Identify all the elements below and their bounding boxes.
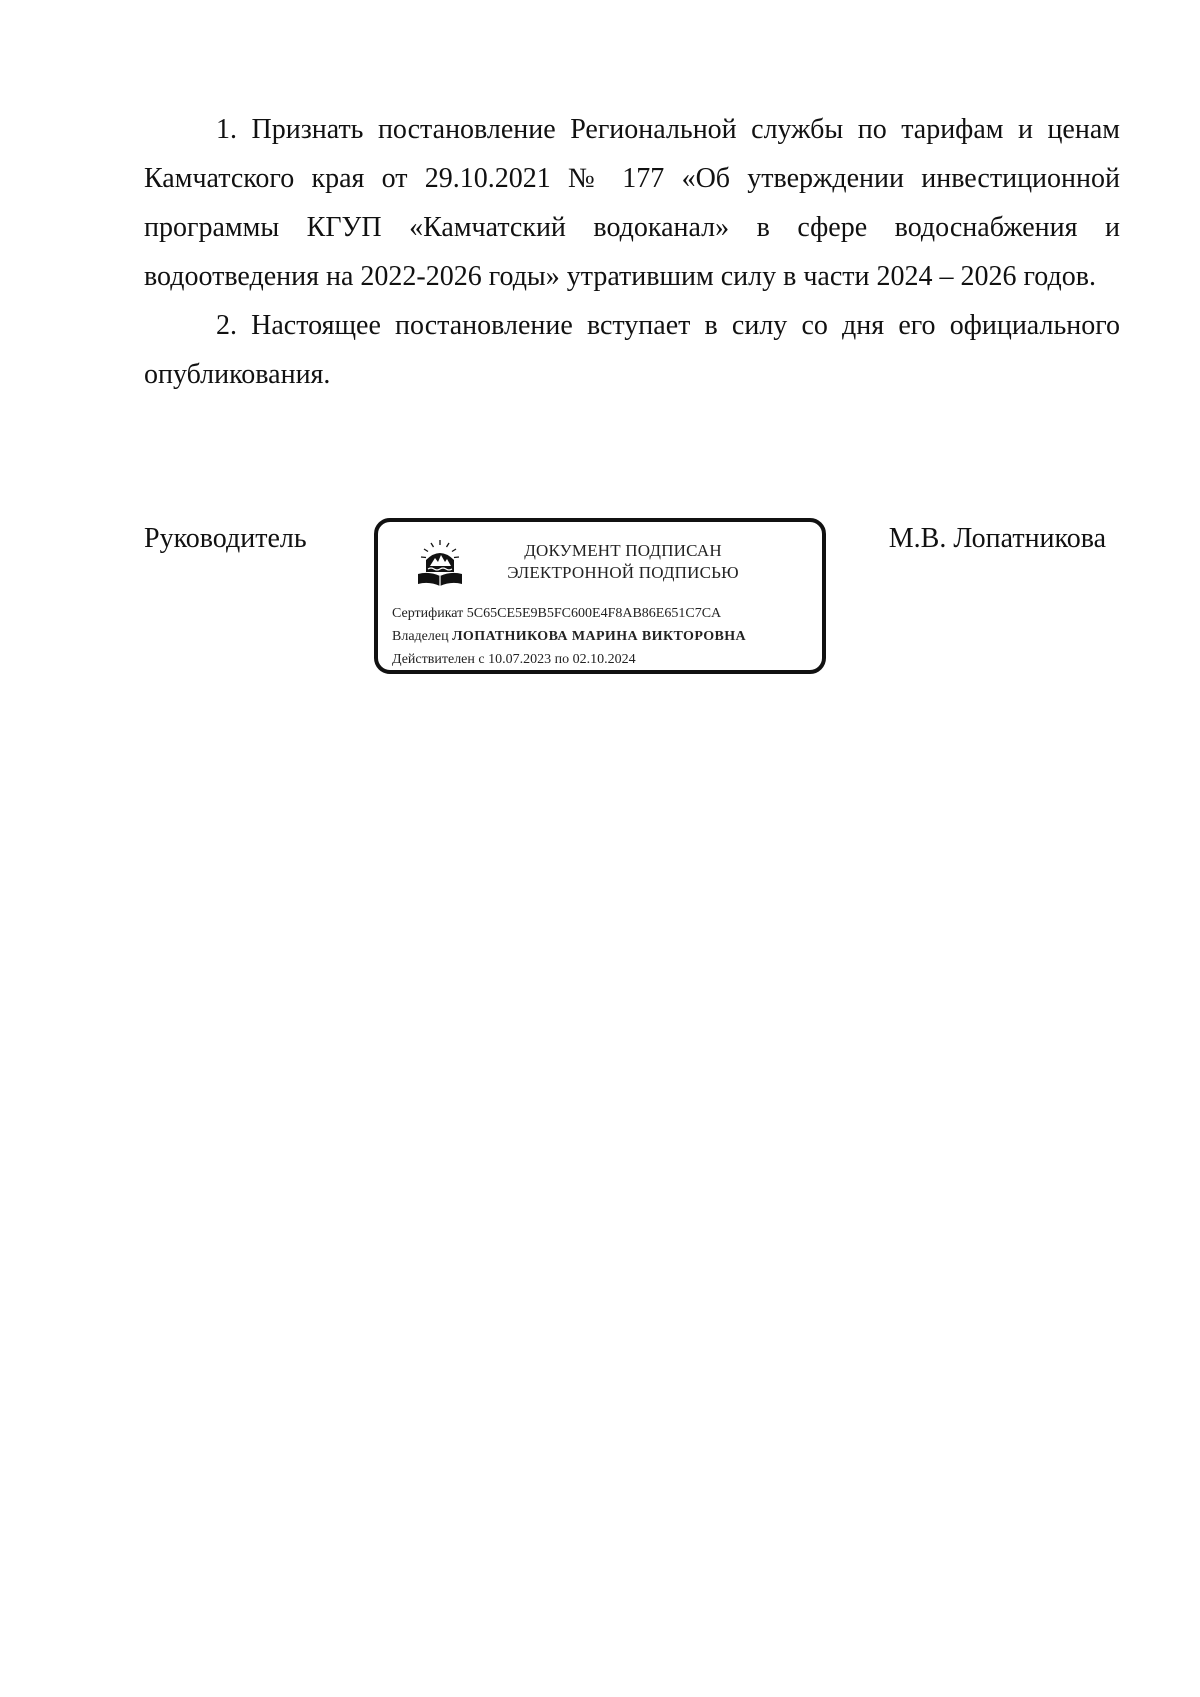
stamp-validity-line xyxy=(392,651,636,669)
owner-label: Владелец xyxy=(392,629,449,644)
electronic-signature-stamp xyxy=(374,518,826,674)
signer-name: М.В. Лопатникова xyxy=(888,523,1106,554)
valid-to: 02.10.2024 xyxy=(572,652,636,667)
stamp-owner-line xyxy=(392,628,746,646)
stamp-heading-line-2: ЭЛЕКТРОННОЙ ПОДПИСЬЮ xyxy=(507,563,739,582)
document-body xyxy=(144,105,1120,399)
certificate-label: Сертификат xyxy=(392,606,464,621)
owner-value: ЛОПАТНИКОВА МАРИНА ВИКТОРОВНА xyxy=(452,629,747,644)
paragraph-2: 2. Настоящее постановление вступает в силу со дня его официального опубликования. xyxy=(144,310,1120,390)
valid-from: 10.07.2023 xyxy=(488,652,552,667)
signature-block xyxy=(144,522,1120,692)
valid-label: Действителен с xyxy=(392,652,485,667)
stamp-certificate-line xyxy=(392,605,721,623)
certificate-value: 5C65CE5E9B5FC600E4F8AB86E651C7CA xyxy=(466,606,722,621)
stamp-heading xyxy=(468,540,778,584)
kamchatka-coat-of-arms-icon xyxy=(416,538,464,590)
signer-position: Руководитель xyxy=(144,523,307,554)
paragraph-1: 1. Признать постановление Региональной службы по тарифам и ценам Камчатского края от 29.10.2021 № 177 «Об утверждении инвестиционной программы КГУП «Камчатский водоканал» в сфере водоснабжения и водоотведения на 2022-2026 годы» утратившим силу в части 2024 – 2026 годов. xyxy=(144,114,1120,292)
valid-to-label: по xyxy=(554,652,570,667)
stamp-heading-line-1: ДОКУМЕНТ ПОДПИСАН xyxy=(524,541,722,560)
